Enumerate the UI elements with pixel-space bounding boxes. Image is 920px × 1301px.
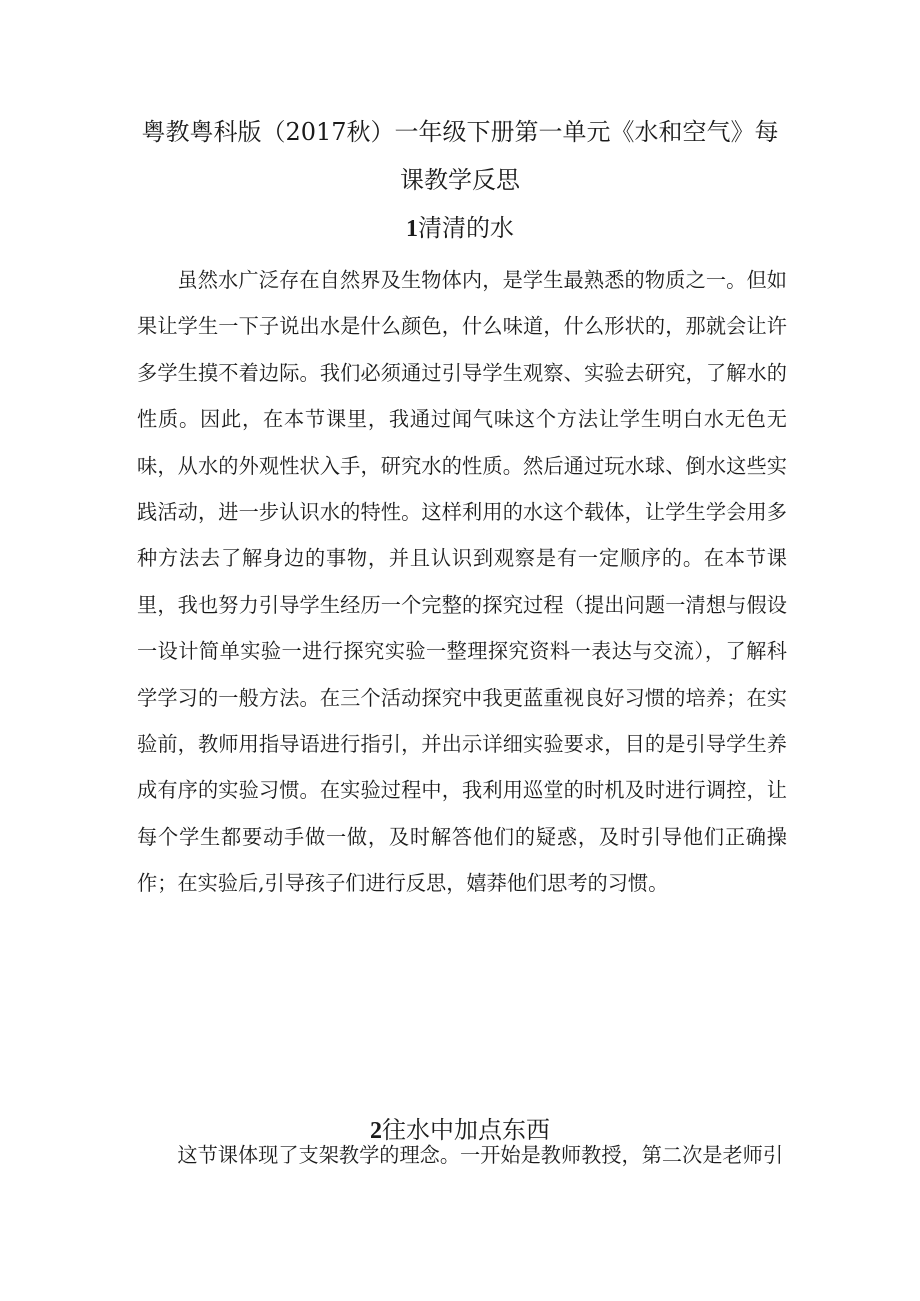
section-title-2: 往水中加点东西 (382, 1116, 550, 1144)
section-number-1: 1 (406, 216, 418, 242)
section-title-1: 清清的水 (418, 214, 514, 242)
title-line-1: 粤教粤科版（2017秋）一年级下册第一单元《水和空气》每 (141, 118, 779, 146)
title-line-2: 课教学反思 (400, 166, 520, 194)
section-body-1: 虽然水广泛存在自然界及生物体内，是学生最熟悉的物质之一。但如果让学生一下子说出水是什么颜色，什么味道，什么形状的，那就会让许多学生摸不着边际。我们必须通过引导学生观察、实验去研究，了解水的性质。因此，在本节课里，我通过闻气味这个方法让学生明白水无色无味，从水的外观性状入手，研究水的性质。然后通过玩水球、倒水这些实践活动，进一步认识水的特性。这样利用的水这个载体，让学生学会用多种方法去了解身边的事物，并且认识到观察是有一定顺序的。在本节课里，我也努力引导学生经历一个完整的探究过程（提出问题一清想与假设一设计简单实验一进行探究实验一整理探究资料一表达与交流），了解科学学习的一般方法。在三个活动探究中我更蓝重视良好习惯的培养；在实验前，教师用指导语进行指引，并出示详细实验要求，目的是引导学生养成有序的实验习惯。在实验过程中，我利用巡堂的时机及时进行调控，让每个学生都要动手做一做，及时解答他们的疑惑，及时引导他们正确操作；在实验后,引导孩子们进行反思，嬉莽他们思考的习惯。 (137, 268, 787, 896)
section-heading-1 (0, 210, 920, 247)
section-body-2: 这节课体现了支架教学的理念。一开始是教师教授，第二次是老师引 (177, 1143, 784, 1167)
document-title (120, 108, 800, 204)
section-number-2: 2 (370, 1118, 382, 1144)
